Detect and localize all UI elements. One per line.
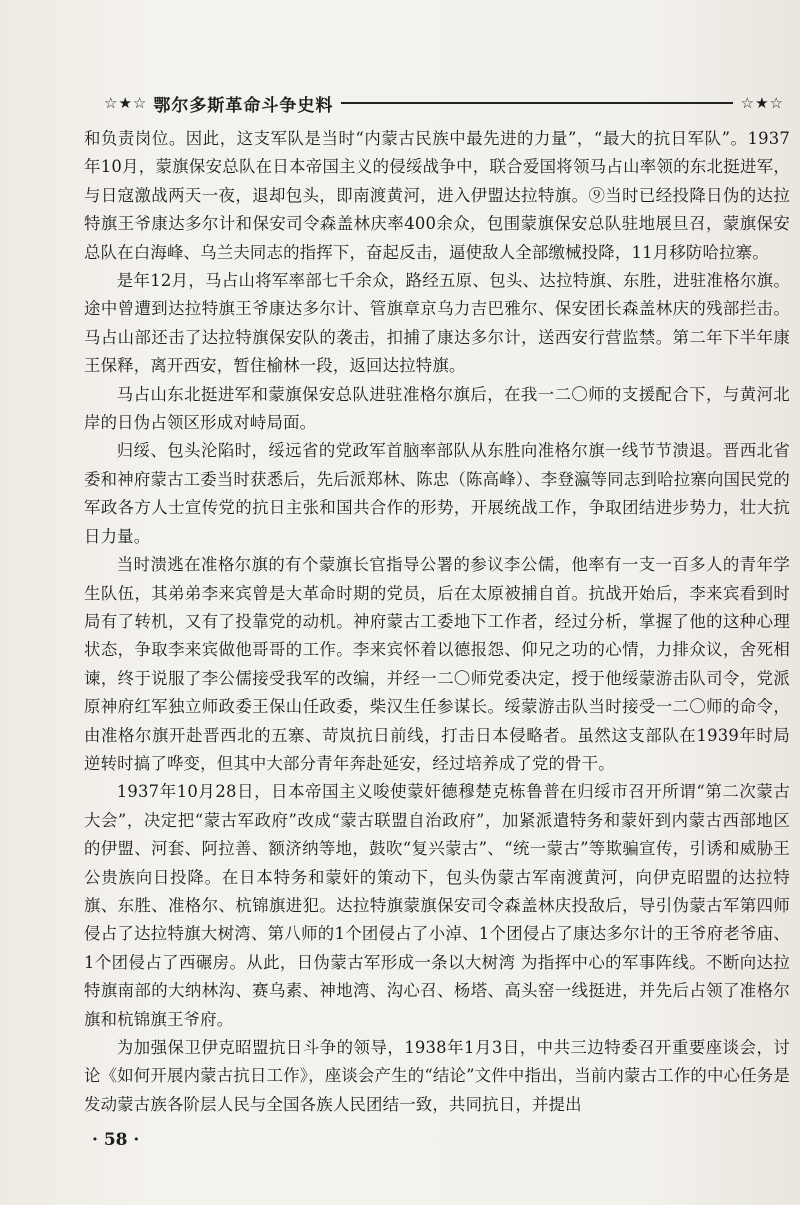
series-title: 鄂尔多斯革命斗争史料 [153, 95, 334, 116]
paragraph-1: 和负责岗位。因此，这支军队是当时“内蒙古民族中最先进的力量”，“最大的抗日军队”。1937年10月，蒙旗保安总队在日本帝国主义的侵绥战争中，联合爱国将领马占山率领的东北挺进军，与日寇激战两天一夜，退却包头，即南渡黄河，进入伊盟达拉特旗。⑨当时已经投降日伪的达拉特旗王爷康达多尔计和保安司令森盖林庆率400余众，包围蒙旗保安总队驻地展旦召，蒙旗保安总队在白海峰、乌兰夫同志的指挥下，奋起反击，逼使敌人全部缴械投降，11月移防哈拉寨。 [84, 129, 790, 262]
paragraph-4: 归绥、包头沦陷时，绥远省的党政军首脑率部队从东胜向准格尔旗一线节节溃退。晋西北省委和神府蒙古工委当时获悉后，先后派郑林、陈忠（陈高峰）、李登瀛等同志到哈拉寨向国民党的军政各方人士宣传党的抗日主张和国共合作的形势，开展统战工作，争取团结进步势力，壮大抗日力量。 [84, 441, 790, 546]
header-stars-right: ☆★☆ [740, 94, 784, 112]
paragraph-7: 为加强保卫伊克昭盟抗日斗争的领导，1938年1月3日，中共三边特委召开重要座谈会，讨论《如何开展内蒙古抗日工作》，座谈会产生的“结论”文件中指出，当前内蒙古工作的中心任务是发动蒙古族各阶层人民与全国各族人民团结一致，共同抗日，并提出 [84, 1038, 790, 1114]
header-stars-left: ☆★☆ [104, 94, 148, 112]
paragraph-3: 马占山东北挺进军和蒙旗保安总队进驻准格尔旗后，在我一二〇师的支援配合下，与黄河北岸的日伪占领区形成对峙局面。 [84, 384, 790, 433]
page-number: · 58 · [92, 1130, 140, 1150]
paragraph-5: 当时溃逃在准格尔旗的有个蒙旗长官指导公署的参议李公儒，他率有一支一百多人的青年学生队伍，其弟弟李来宾曾是大革命时期的党员，后在太原被捕自首。抗战开始后，李来宾看到时局有了转机，又有了投靠党的动机。神府蒙古工委地下工作者，经过分析，掌握了他的这种心理状态，争取李来宾做他哥哥的工作。李来宾怀着以德报怨、仰兄之功的心情，力排众议，舍死相谏，终于说服了李公儒接受我军的改编，并经一二〇师党委决定，授于他绥蒙游击队司令，党派原神府红军独立师政委王保山任政委，柴汉生任参谋长。绥蒙游击队当时接受一二〇师的命令，由准格尔旗开赴晋西北的五寨、苛岚抗日前线，打击日本侵略者。虽然这支部队在1939年时局逆转时搞了哗变，但其中大部分青年奔赴延安，经过培养成了党的骨干。 [84, 555, 790, 773]
body-text [84, 125, 790, 1119]
paragraph-2: 是年12月，马占山将军率部七千余众，路经五原、包头、达拉特旗、东胜，进驻准格尔旗。途中曾遭到达拉特旗王爷康达多尔计、管旗章京乌力吉巴雅尔、保安团长森盖林庆的残部拦击。马占山部还击了达拉特旗保安队的袭击，扣捕了康达多尔计，送西安行营监禁。第二年下半年康王保释，离开西安，暂住榆林一段，返回达拉特旗。 [84, 271, 790, 376]
running-header [104, 90, 784, 116]
paragraph-6: 1937年10月28日，日本帝国主义唆使蒙奸德穆楚克栋鲁普在归绥市召开所谓“第二次蒙古大会”，决定把“蒙古军政府”改成“蒙古联盟自治政府”，加紧派遣特务和蒙奸到内蒙古西部地区的伊盟、河套、阿拉善、额济纳等地，鼓吹“复兴蒙古”、“统一蒙古”等欺骗宣传，引诱和威胁王公贵族向日投降。在日本特务和蒙奸的策动下，包头伪蒙古军南渡黄河，向伊克昭盟的达拉特旗、东胜、准格尔、杭锦旗进犯。达拉特旗蒙旗保安司令森盖林庆投敌后，导引伪蒙古军第四师侵占了达拉特旗大树湾、第八师的1个团侵占了小淖、1个团侵占了康达多尔计的王爷府老爷庙、1个团侵占了西碾房。从此，日伪蒙古军形成一条以大树湾 为指挥中心的军事阵线。不断向达拉特旗南部的大纳林沟、赛乌素、神地湾、沟心召、杨塔、高头窑一线挺进，并先后占领了准格尔旗和杭锦旗王爷府。 [84, 782, 790, 1029]
header-rule [341, 102, 732, 104]
